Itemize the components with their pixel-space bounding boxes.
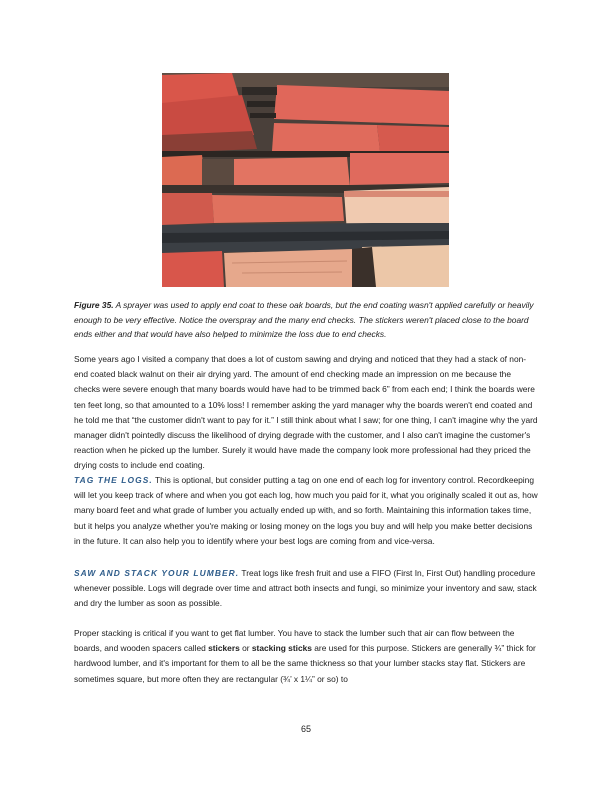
paragraph-walnut: Some years ago I visited a company that does a lot of custom sawing and drying and noticed that they had a stack of non-end coated black walnut on their air drying yard. The amount of end checking made an impression on me because the checks were severe enough that many boards would have had to be trimmed back 6” from each end; I think the boards were ten feet long, so that amounted to a 10% loss! I remember asking the yard manager why the boards weren't end coated and he told me that “the customer didn't want to pay for it.” I still think about what I saw; for one thing, I can't imagine why the yard manager didn't pointedly discuss the likelihood of drying degrade with the customer, and I also can't imagine the customer's reaction when he picked up the lumber. Surely it would have made the company look more professional had they priced the drying costs to include end coating. [74, 354, 538, 471]
section-heading-saw-and-stack: SAW AND STACK YOUR LUMBER. [74, 568, 240, 578]
term-stickers: stickers [208, 643, 240, 654]
figure-photo-stacked-oak-boards [162, 73, 449, 287]
paragraph-saw-and-stack [74, 566, 538, 612]
figure-caption-text: A sprayer was used to apply end coat to these oak boards, but the end coating wasn't applied carefully or heavily enough to be very effective. Notice the overspray and the many end checks. The stickers weren't placed close to the board ends either and that would have also helped to minimize the loss due to end checks. [74, 300, 534, 340]
section-heading-tag-the-logs: TAG THE LOGS. [74, 475, 153, 485]
paragraph-saw-body: Treat logs like fresh fruit and use a FIFO (First In, First Out) handling procedure whenever possible. Logs will degrade over time and attract both insects and fungi, so minimize your inventory and saw, stack and dry the lumber as soon as possible. [74, 568, 537, 609]
paragraph-tag-body: This is optional, but consider putting a tag on one end of each log for inventory control. Recordkeeping will let you keep track of where and when you got each log, how much you paid for it, what you originally scaled it out as, how many board feet and what grade of lumber you actually ended up with, and so forth. Maintaining this information takes time, but it helps you analyze whether you're making or losing money on the logs you buy and will help you make better decisions in the future. It can also help you to identify where your best logs are coming from and vice-versa. [74, 475, 538, 546]
paragraph-stacking [74, 626, 538, 687]
figure-caption [74, 298, 538, 342]
page-number: 65 [300, 724, 311, 734]
stacking-text-3: are used for this purpose. Stickers are generally ¾” thick for hardwood lumber, and it's important for them to all be the same thickness so that your lumber stacks stay flat. Stickers are sometimes square, but more often they are rectangular (¾’ x 1¼” or so) to [74, 643, 536, 684]
figure-label: Figure 35. [74, 300, 114, 310]
paragraph-tag-the-logs [74, 473, 538, 549]
term-stacking-sticks: stacking sticks [251, 643, 312, 654]
stacking-text-1: Proper stacking is critical if you want to get flat lumber. You have to stack the lumber such that air can flow between the boards, and wooden spacers called [74, 628, 515, 654]
stacking-text-2: or [239, 643, 252, 654]
